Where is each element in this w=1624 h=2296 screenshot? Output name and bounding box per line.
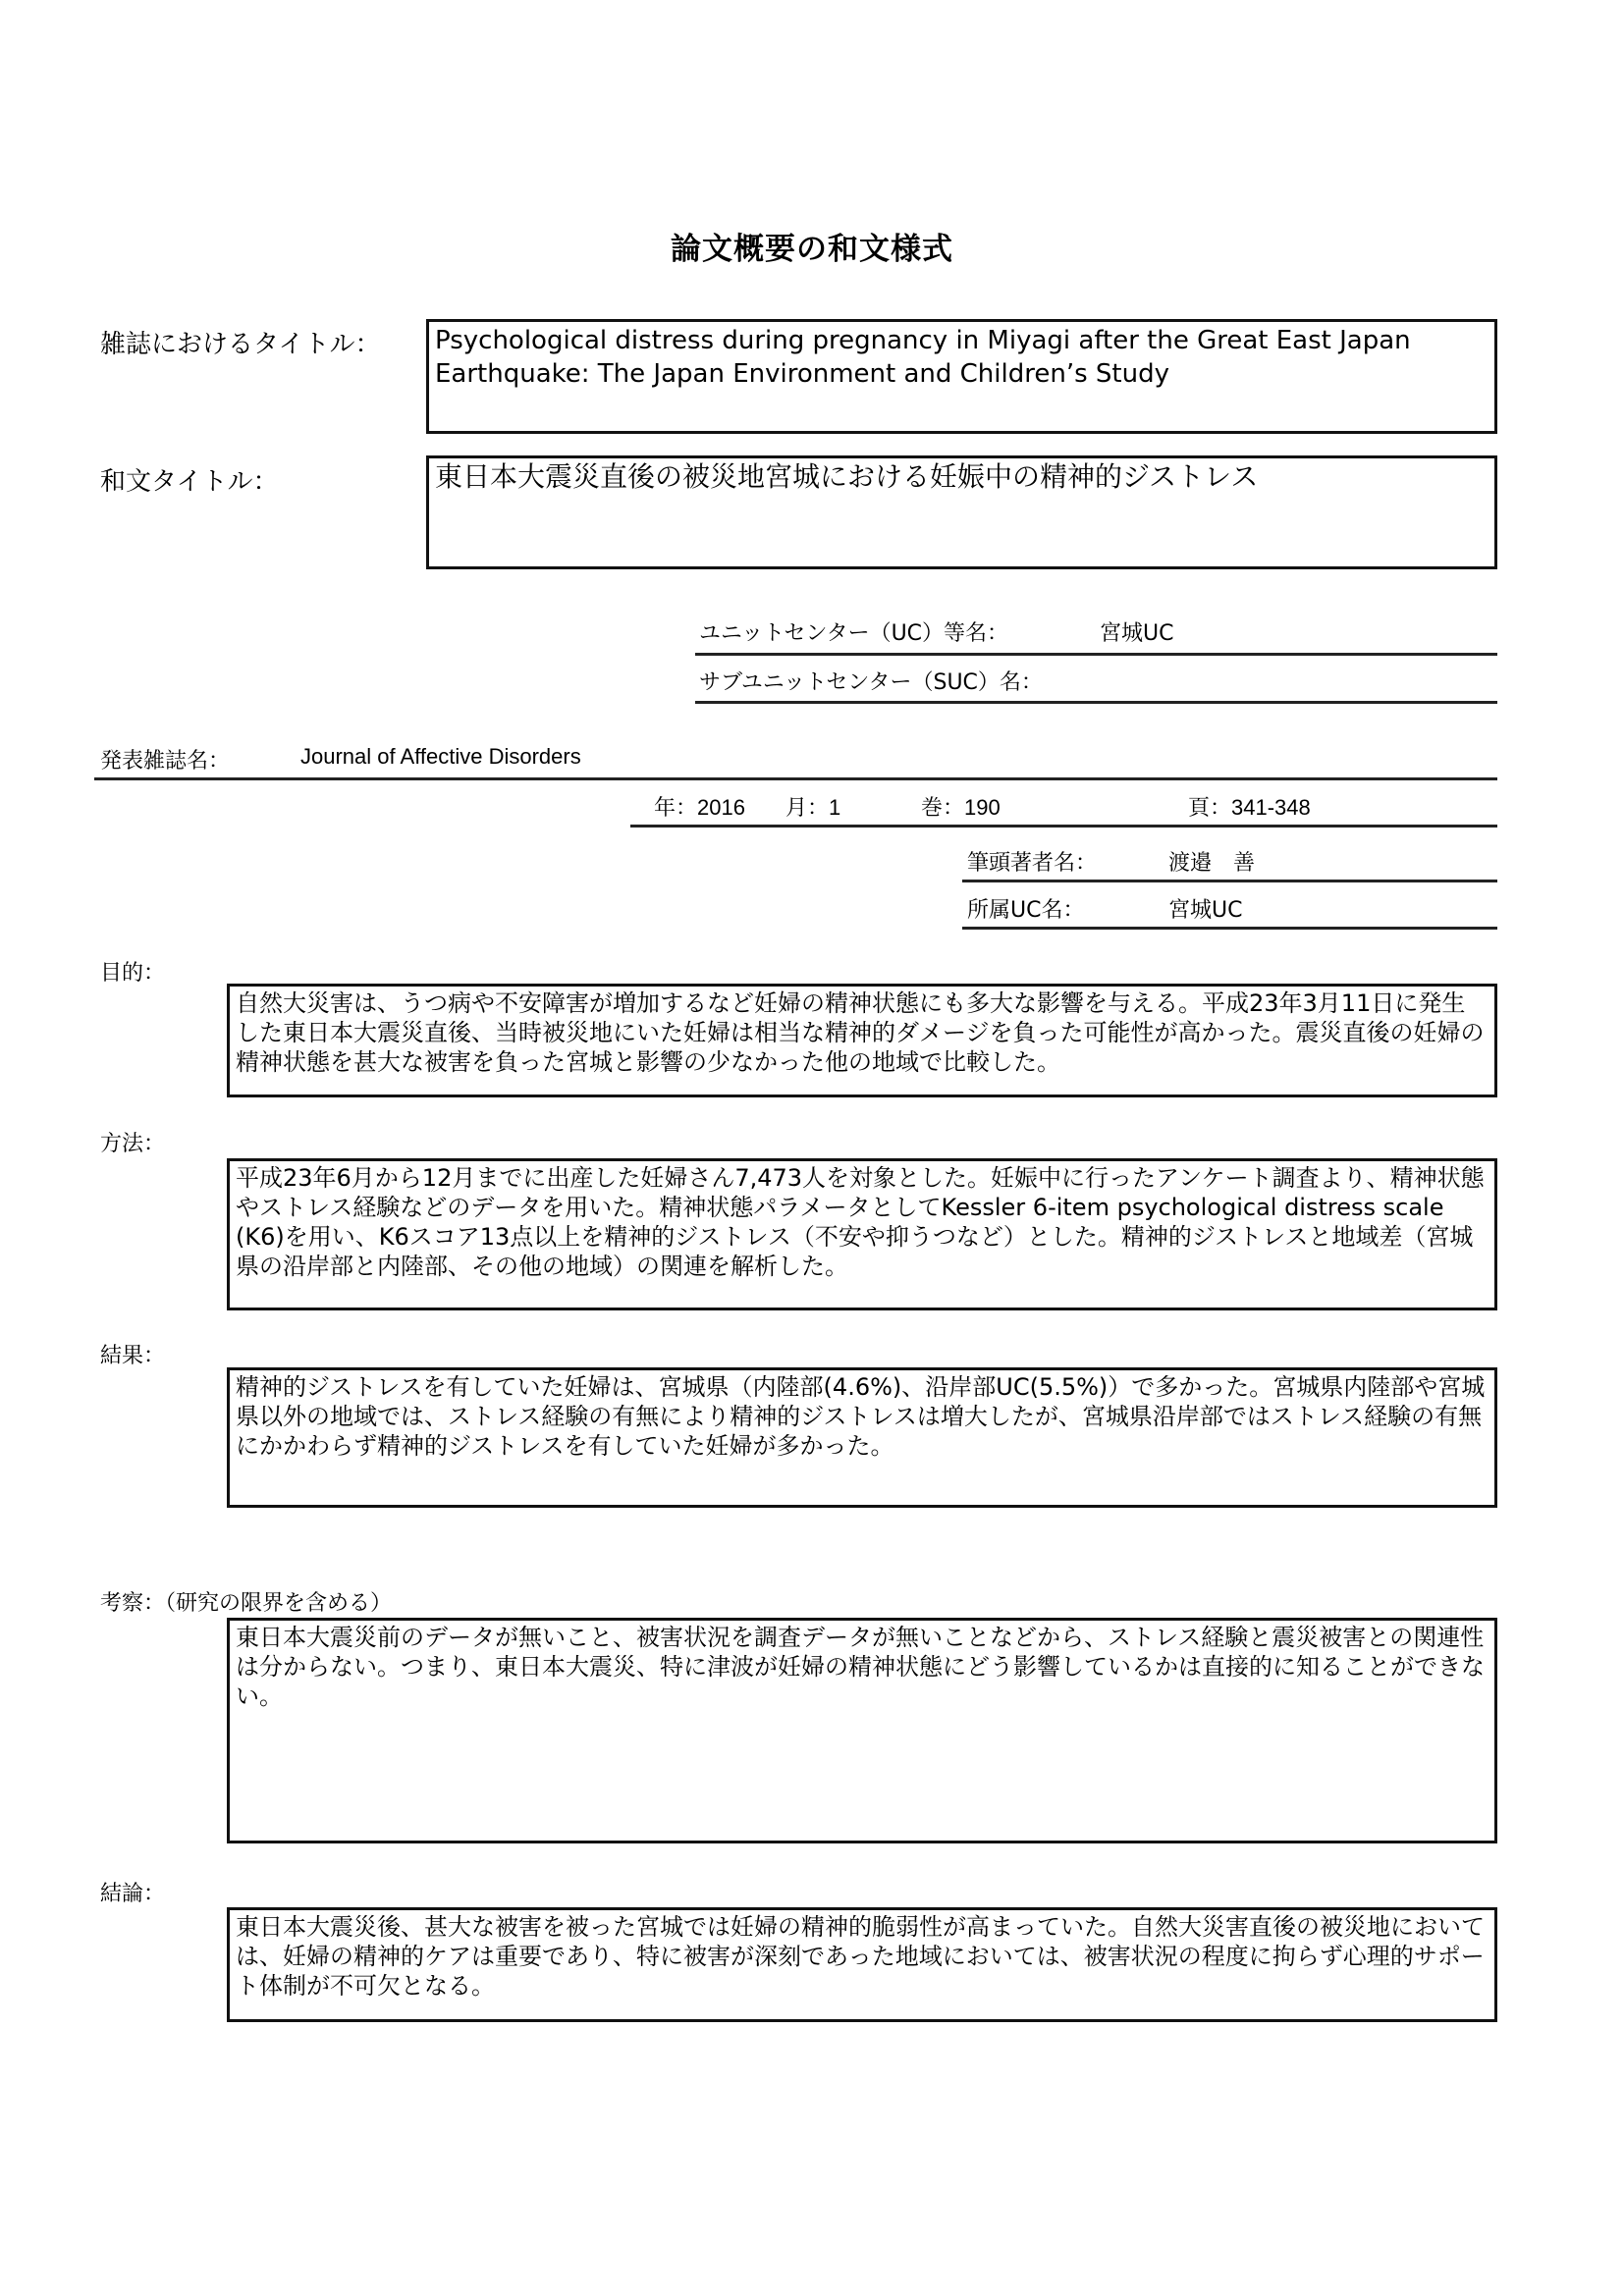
month-label: 月： [785, 796, 830, 821]
publication-year-field[interactable] [654, 791, 745, 822]
results-label: 結果： [100, 1344, 166, 1368]
year-value: 2016 [697, 795, 745, 820]
journal-name-rule [94, 777, 1497, 780]
sub-unit-center-label: サブユニットセンター（SUC）名： [699, 670, 1043, 695]
sub-unit-center-rule [695, 701, 1497, 704]
volume-label: 巻： [921, 796, 965, 821]
purpose-text: 自然大災害は、うつ病や不安障害が増加するなど妊婦の精神状態にも多大な影響を与える。平成23年3月11日に発生した東日本大震災直後、当時被災地にいた妊婦は相当な精神的ダメージを負った可能性が高かった。震災直後の妊婦の精神状態を甚大な被害を負った宮城と影響の少なかった他の地域で比較した。 [236, 989, 1485, 1076]
unit-center-value[interactable]: 宮城UC [1100, 621, 1174, 646]
journal-title-label: 雑誌におけるタイトル： [100, 330, 381, 359]
conclusion-field[interactable] [227, 1907, 1497, 2022]
japanese-title-label: 和文タイトル： [100, 467, 279, 497]
unit-center-rule [695, 653, 1497, 656]
month-value: 1 [829, 795, 841, 820]
first-author-rule [962, 880, 1497, 882]
methods-label: 方法： [100, 1132, 166, 1156]
pages-value: 341-348 [1231, 795, 1311, 820]
volume-value: 190 [964, 795, 1001, 820]
results-text: 精神的ジストレスを有していた妊婦は、宮城県（内陸部(4.6%)、沿岸部UC(5.5%)）で多かった。宮城県内陸部や宮城県以外の地域では、ストレス経験の有無により精神的ジストレスは増大したが、宮城県沿岸部ではストレス経験の有無にかかわらず精神的ジストレスを有していた妊婦が多かった。 [236, 1373, 1486, 1460]
results-field[interactable] [227, 1367, 1497, 1508]
conclusion-text: 東日本大震災後、甚大な被害を被った宮城では妊婦の精神的脆弱性が高まっていた。自然大災害直後の被災地においては、妊婦の精神的ケアは重要であり、特に被害が深刻であった地域においては、被害状況の程度に拘らず心理的サポート体制が不可欠となる。 [236, 1913, 1485, 2000]
conclusion-label: 結論： [100, 1882, 166, 1906]
journal-name-label: 発表雑誌名： [100, 749, 231, 774]
methods-text: 平成23年6月から12月までに出産した妊婦さん7,473人を対象とした。妊娠中に行ったアンケート調査より、精神状態やストレス経験などのデータを用いた。精神状態パラメータとしてKessler 6-item psychological distress scale (K6)を用い、K6スコア13点以上を精神的ジストレス（不安や抑うつなど）とした。精神的ジストレスと地域差（宮城県の沿岸部と内陸部、その他の地域）の関連を解析した。 [236, 1164, 1485, 1280]
journal-name-value[interactable]: Journal of Affective Disorders [300, 744, 581, 769]
publication-rule [630, 825, 1497, 828]
first-author-value[interactable]: 渡邉 善 [1168, 851, 1256, 876]
first-author-label: 筆頭著者名： [967, 851, 1098, 876]
journal-title-field[interactable] [426, 319, 1497, 434]
purpose-field[interactable] [227, 984, 1497, 1097]
page-title: 論文概要の和文様式 [671, 232, 953, 267]
purpose-label: 目的： [100, 961, 166, 986]
japanese-title-field[interactable] [426, 455, 1497, 569]
discussion-label: 考察：（研究の限界を含める） [100, 1591, 393, 1616]
year-label: 年： [654, 796, 698, 821]
discussion-field[interactable] [227, 1618, 1497, 1843]
pages-label: 頁： [1188, 796, 1232, 821]
affiliation-label: 所属UC名： [967, 898, 1085, 923]
discussion-text: 東日本大震災前のデータが無いこと、被害状況を調査データが無いことなどから、ストレス経験と震災被害との関連性は分からない。つまり、東日本大震災、特に津波が妊婦の精神状態にどう影響しているかは直接的に知ることができない。 [236, 1624, 1485, 1710]
japanese-title-value: 東日本大震災直後の被災地宮城における妊娠中の精神的ジストレス [435, 460, 1259, 493]
methods-field[interactable] [227, 1158, 1497, 1310]
publication-volume-field[interactable] [921, 791, 1001, 822]
publication-pages-field[interactable] [1188, 791, 1311, 822]
unit-center-label: ユニットセンター（UC）等名： [699, 621, 1009, 646]
affiliation-rule [962, 927, 1497, 930]
affiliation-value[interactable]: 宮城UC [1168, 898, 1243, 923]
journal-title-value: Psychological distress during pregnancy in Miyagi after the Great East Japan Earthquake: The Japan Environment and Children’s Study [435, 326, 1411, 389]
publication-month-field[interactable] [785, 791, 840, 822]
